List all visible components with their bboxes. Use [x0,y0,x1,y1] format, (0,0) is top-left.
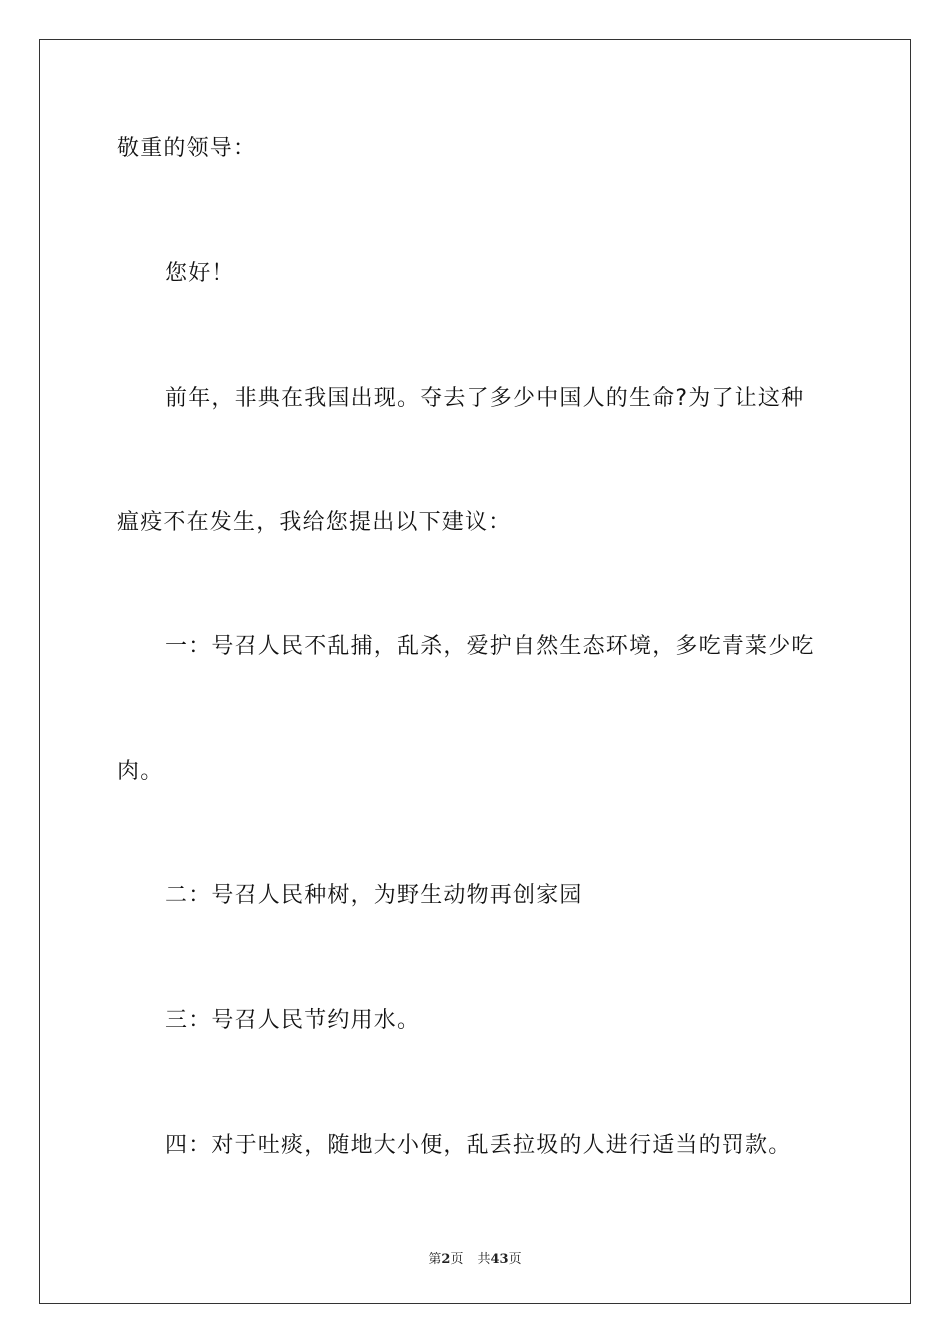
suggestion-1-line-1: 一：号召人民不乱捕，乱杀，爱护自然生态环境，多吃青菜少吃 [165,634,815,659]
page-number-prefix: 第 [428,1252,442,1267]
page-number-total: 43 [490,1252,509,1267]
suggestion-2: 二：号召人民种树，为野生动物再创家园 [165,883,583,908]
page-total-prefix: 共 [477,1252,491,1267]
suggestion-3: 三：号召人民节约用水。 [165,1008,421,1033]
page-total-suffix: 页 [508,1252,522,1267]
greeting: 您好！ [165,261,235,286]
suggestion-1-line-2: 肉。 [117,759,164,784]
page-number-suffix: 页 [450,1252,464,1267]
paragraph-1-line-2: 瘟疫不在发生，我给您提出以下建议： [117,510,512,535]
paragraph-1-line-1: 前年，非典在我国出现。夺去了多少中国人的生命?为了让这种 [165,386,805,411]
page-border [39,39,911,1304]
suggestion-4: 四：对于吐痰，随地大小便，乱丢拉圾的人进行适当的罚款。 [165,1133,792,1158]
page-footer [0,1248,950,1267]
page-number-current: 2 [441,1252,451,1267]
salutation: 敬重的领导： [117,136,257,161]
